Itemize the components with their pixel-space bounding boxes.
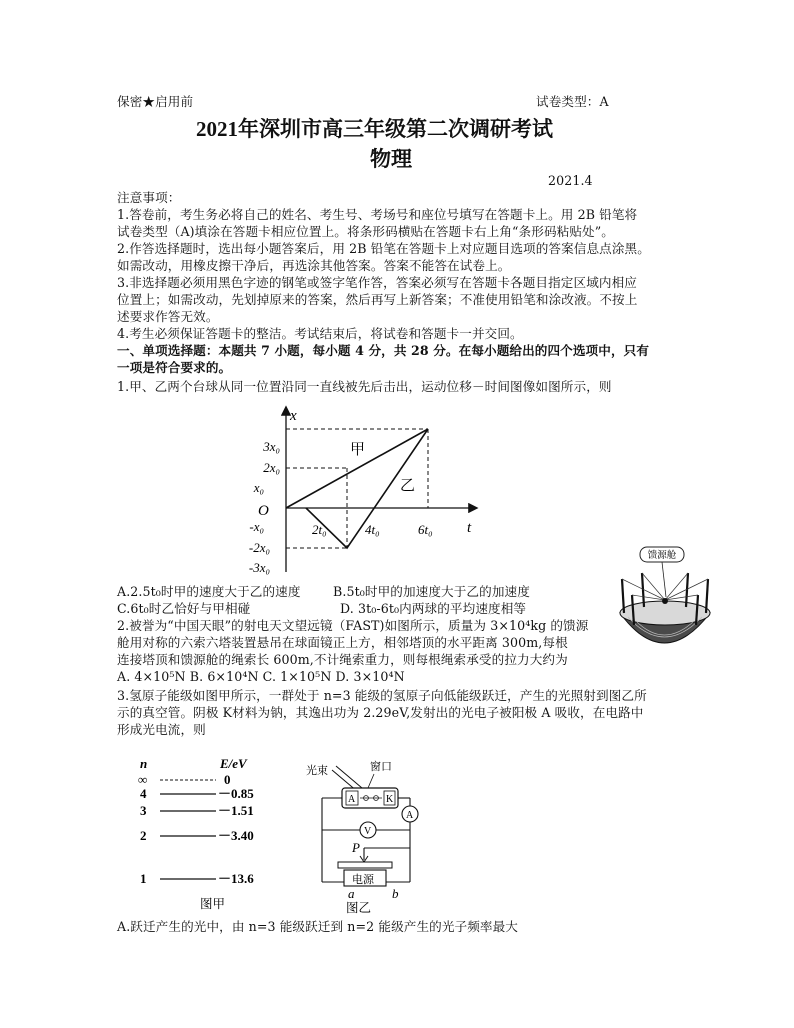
yi-label: 乙 xyxy=(400,478,416,494)
end-b-label: b xyxy=(392,886,399,901)
x-axis-label: x xyxy=(290,408,297,424)
q2-line: 2.被誉为“中国天眼”的射电天文望远镜（FAST)如图所示，质量为 3×10⁴kg 的馈源 xyxy=(117,618,589,633)
voltmeter-label: V xyxy=(364,826,372,837)
subject-title: 物理 xyxy=(370,147,412,171)
notice-line: 4.考生必须保证答题卡的整洁。考试结束后，将试卷和答题卡一并交回。 xyxy=(117,326,523,341)
tick-3x0: 3x₀ xyxy=(263,439,280,454)
notice-line: 3.非选择题必须用黑色字迹的钢笔或签字笔作答，答案必须写在答题卡各题目指定区域内相应 xyxy=(117,275,637,290)
q2-options: A. 4×10⁵N B. 6×10⁴N C. 1×10⁵N D. 3×10⁴N xyxy=(117,669,405,684)
level-e-inf: 0 xyxy=(224,772,231,787)
window-label: 窗口 xyxy=(370,761,392,773)
origin-label: O xyxy=(258,503,269,519)
section-heading-cont: 一项是符合要求的。 xyxy=(117,360,232,375)
notice-line: 述要求作答无效。 xyxy=(117,309,219,324)
end-a-label: a xyxy=(348,886,355,901)
q3-option-a: A.跃迁产生的光中，由 n=3 能级跃迁到 n=2 能级产生的光子频率最大 xyxy=(117,919,519,934)
tick-4t0: 4t₀ xyxy=(365,522,380,537)
t-axis-label: t xyxy=(467,520,472,536)
tick-x0: x₀ xyxy=(253,480,264,495)
feed-cabin-label: 馈源舱 xyxy=(647,551,677,561)
q1-option-d: D. 3t₀-6t₀内两球的平均速度相等 xyxy=(340,601,527,616)
paper-type-label: 试卷类型：A xyxy=(536,94,609,109)
energy-level-diagram xyxy=(128,756,278,914)
phototube-circuit-diagram xyxy=(300,756,440,914)
notice-line: 1.答卷前，考生务必将自己的姓名、考生号、考场号和座位号填写在答题卡上。用 2B 铅笔将 xyxy=(117,207,638,222)
slider-label: P xyxy=(352,840,360,855)
confidential-label: 保密★启用前 xyxy=(117,94,194,109)
q2-line: 连接塔顶和馈源舱的绳索长 600m,不计绳索重力，则每根绳索承受的拉力大约为 xyxy=(117,652,568,667)
tick-neg-3x0: -3x₀ xyxy=(248,560,270,575)
level-n-2: 2 xyxy=(140,828,147,843)
notice-heading: 注意事项： xyxy=(117,190,181,205)
q1-xt-graph xyxy=(240,400,480,578)
q1-option-a: A.2.5t₀时甲的速度大于乙的速度 xyxy=(117,584,301,599)
jia-label: 甲 xyxy=(350,442,366,458)
tick-neg-x0: -x₀ xyxy=(249,519,264,534)
q3-line: 示的真空管。阴极 K材料为钠，其逸出功为 2.29eV,发射出的光电子被阳极 A 吸收，在电路中 xyxy=(117,705,644,720)
fig-jia-caption: 图甲 xyxy=(200,897,226,911)
fig-yi-caption: 图乙 xyxy=(346,901,372,914)
q1-option-c: C.6t₀时乙恰好与甲相碰 xyxy=(117,601,251,616)
q1-option-b: B.5t₀时甲的加速度大于乙的加速度 xyxy=(333,584,530,599)
notice-line: 2.作答选择题时，选出每小题答案后，用 2B 铅笔在答题卡上对应题目选项的答案信息点涂黑。 xyxy=(117,241,650,256)
level-n-1: 1 xyxy=(140,871,147,886)
section-heading: 一、单项选择题：本题共 7 小题，每小题 4 分，共 28 分。在每小题给出的四个选项中，只有 xyxy=(117,343,650,358)
exam-title: 2021年深圳市高三年级第二次调研考试 xyxy=(196,117,553,141)
notice-line: 试卷类型（A)填涂在答题卡相应位置上。将条形码横贴在答题卡右上角“条形码粘贴处”。 xyxy=(117,224,614,239)
notice-line: 位置上；如需改动，先划掉原来的答案，然后再写上新答案；不准使用铅笔和涂改液。不按上 xyxy=(117,292,638,307)
cathode-label: K xyxy=(386,794,394,805)
level-e-2: －3.40 xyxy=(218,828,254,843)
fast-telescope-image xyxy=(614,545,714,665)
level-e-1: －13.6 xyxy=(218,871,254,886)
anode-label: A xyxy=(348,794,356,805)
e-header: E/eV xyxy=(220,756,247,771)
level-n-3: 3 xyxy=(140,803,147,818)
q1-stem: 1.甲、乙两个台球从同一位置沿同一直线被先后击出，运动位移－时间图像如图所示，则 xyxy=(117,379,612,394)
tick-2x0: 2x₀ xyxy=(263,460,280,475)
tick-2t0: 2t₀ xyxy=(312,522,327,537)
level-n-4: 4 xyxy=(140,786,147,801)
beam-label: 光束 xyxy=(306,765,328,777)
source-label: 电源 xyxy=(352,874,374,886)
n-header: n xyxy=(140,756,148,771)
level-e-3: －1.51 xyxy=(218,803,254,818)
rheostat xyxy=(338,862,392,868)
ammeter-label: A xyxy=(406,810,414,821)
q3-line: 形成光电流，则 xyxy=(117,722,206,737)
exam-date: 2021.4 xyxy=(548,173,593,188)
level-e-4: －0.85 xyxy=(218,786,254,801)
notice-line: 如需改动，用橡皮擦干净后，再选涂其他答案。答案不能答在试卷上。 xyxy=(117,258,511,273)
tick-6t0: 6t₀ xyxy=(418,522,433,537)
tick-neg-2x0: -2x₀ xyxy=(248,540,270,555)
q3-line: 3.氢原子能级如图甲所示，一群处于 n=3 能级的氢原子向低能级跃迁，产生的光照射到图乙所 xyxy=(117,688,647,703)
q2-line: 舱用对称的六索六塔装置悬吊在球面镜正上方，相邻塔顶的水平距离 300m,每根 xyxy=(117,635,568,650)
level-n-inf: ∞ xyxy=(138,772,148,787)
